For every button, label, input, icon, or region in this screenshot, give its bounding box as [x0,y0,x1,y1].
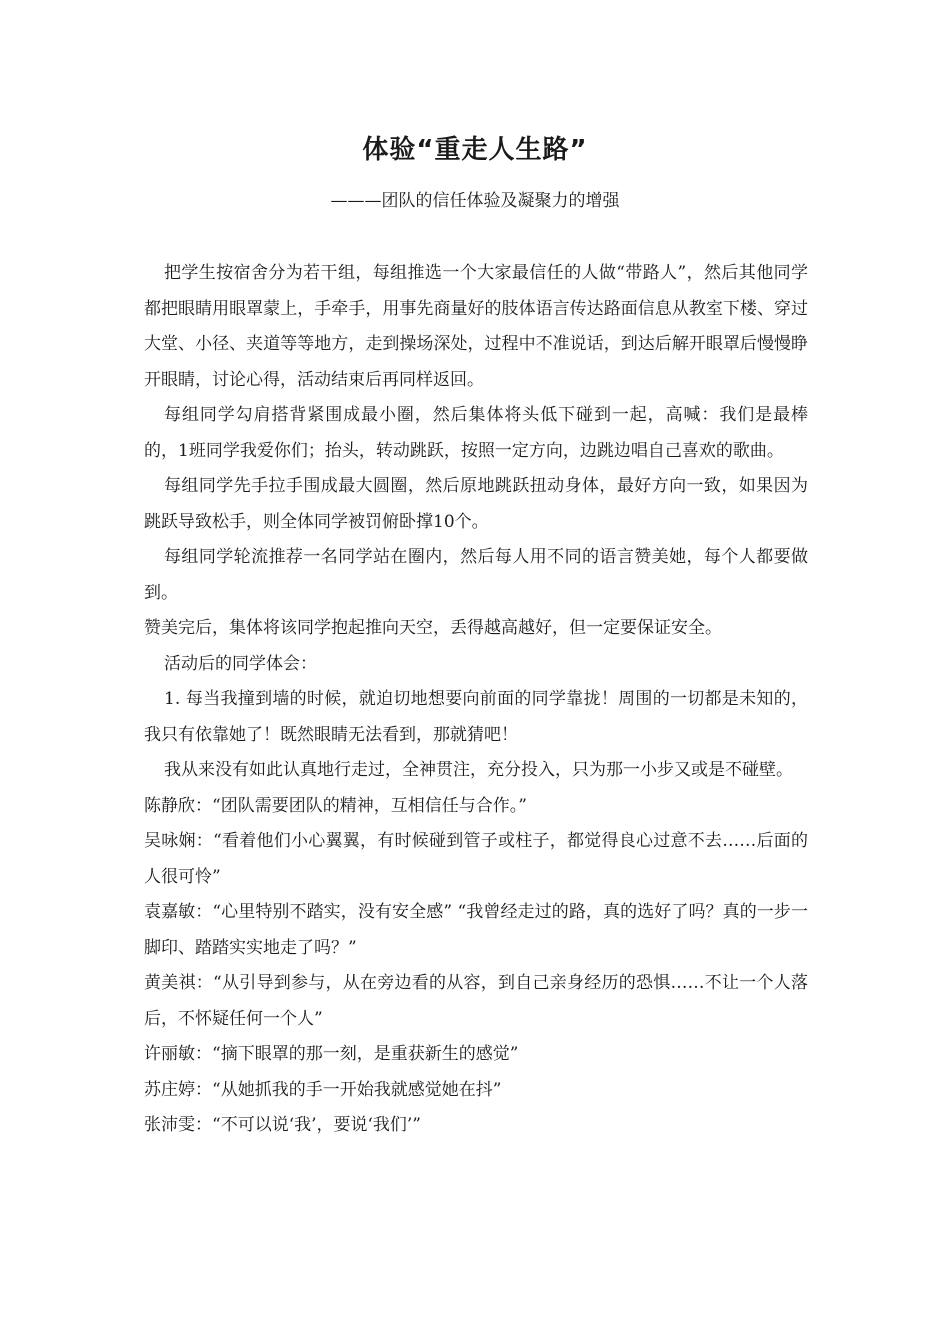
document-subtitle: ———团队的信任体验及凝聚力的增强 [330,191,620,211]
paragraph-activity-3: 每组同学先手拉手围成最大圆圈，然后原地跳跃扭动身体，最好方向一致，如果因为跳跃导致松手，则全体同学被罚俯卧撑10个。 [144,476,808,532]
paragraph-activity-5: 赞美完后，集体将该同学抱起推向天空，丢得越高越好，但一定要保证安全。 [144,618,722,638]
paragraph-reflection-2: 我从来没有如此认真地行走过，全神贯注，充分投入，只为那一小步又或是不碰壁。 [164,760,793,780]
quote-yuan-jiamin: 袁嘉敏：“心里特别不踏实，没有安全感” “我曾经走过的路，真的选好了吗？真的一步一脚印、踏踏实实地走了吗？” [144,902,808,958]
paragraph-activity-4: 每组同学轮流推荐一名同学站在圈内，然后每人用不同的语言赞美她，每个人都要做到。 [144,547,808,603]
document-title: 体验“重走人生路” [362,135,588,165]
quote-chen-jingxin: 陈静欣：“团队需要团队的精神，互相信任与合作。” [144,795,527,816]
paragraph-reflection-1: 1. 每当我撞到墙的时候，就迫切地想要向前面的同学靠拢！周围的一切都是未知的，我只有依靠她了！既然眼睛无法看到，那就猜吧！ [144,689,808,745]
paragraph-activity-1: 把学生按宿舍分为若干组，每组推选一个大家最信任的人做“带路人”，然后其他同学都把眼睛用眼罩蒙上，手牵手，用事先商量好的肢体语言传达路面信息从教室下楼、穿过大堂、小径、夹道等等地方，走到操场深处，过程中不准说话，到达后解开眼罩后慢慢睁开眼睛，讨论心得，活动结束后再同样返回。 [144,263,808,390]
quote-xu-limin: 许丽敏：“摘下眼罩的那一刻，是重获新生的感觉” [144,1044,519,1064]
quote-wu-yongxian: 吴咏娴：“看着他们小心翼翼，有时候碰到管子或柱子，都觉得良心过意不去……后面的人很可怜” [144,831,808,887]
paragraph-activity-2: 每组同学勾肩搭背紧围成最小圈，然后集体将头低下碰到一起，高喊：我们是最棒的，1班同学我爱你们；抬头，转动跳跃，按照一定方向，边跳边唱自己喜欢的歌曲。 [144,405,808,461]
quote-su-zhuangting: 苏庄婷：“从她抓我的手一开始我就感觉她在抖” [144,1079,502,1100]
quote-huang-meiqi: 黄美祺：“从引导到参与，从在旁边看的从容，到自己亲身经历的恐惧……不让一个人落后，不怀疑任何一个人” [144,973,808,1029]
paragraph-reflection-heading: 活动后的同学体会： [164,653,317,674]
quote-zhang-peiwen: 张沛雯：“不可以说‘我’，要说‘我们’” [144,1115,421,1135]
document-body [144,256,808,1144]
